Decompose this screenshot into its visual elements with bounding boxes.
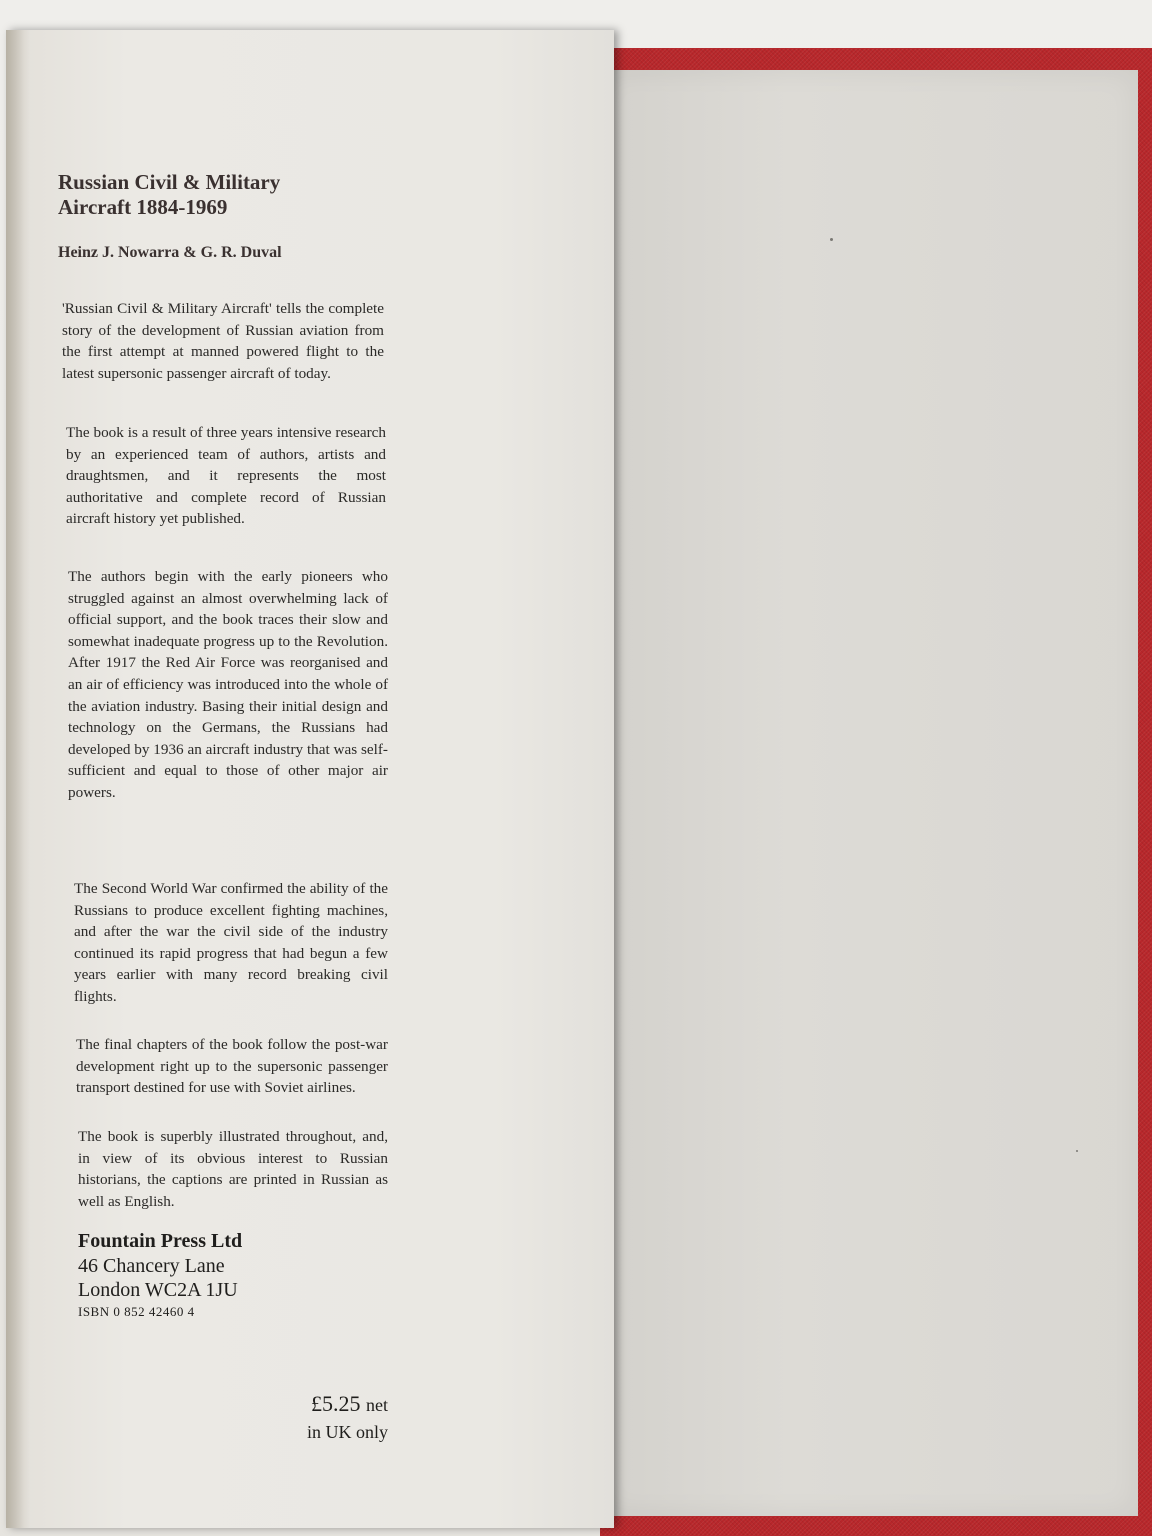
flap-fold-shadow (6, 30, 30, 1528)
book-title-line-2: Aircraft 1884-1969 (58, 195, 228, 219)
price-amount-line (270, 1390, 388, 1419)
blurb-paragraph: The book is a result of three years intensive research by an experienced team of authors, artists and draughtsmen, and it represents the most authoritative and complete record of Russian aircraft history yet published. (66, 424, 386, 528)
price-amount: £5.25 (311, 1391, 361, 1416)
publisher-address-line-2: London WC2A 1JU (78, 1279, 238, 1301)
blurb-paragraph: The Second World War confirmed the ability of the Russians to produce excellent fighting machines, and after the war the civil side of the industry continued its rapid progress that had begun a few years earlier with many record breaking civil flights. (74, 880, 388, 1005)
paper-fleck (830, 238, 833, 241)
publisher-name: Fountain Press Ltd (78, 1230, 243, 1252)
blurb-paragraph: The book is superbly illustrated throughout, and, in view of its obvious interest to Russian historians, the captions are printed in Russian as well as English. (78, 1128, 388, 1210)
price-note: in UK only (307, 1422, 388, 1442)
endpaper (600, 70, 1138, 1516)
paper-fleck (1076, 1150, 1078, 1152)
book-authors: Heinz J. Nowarra & G. R. Duval (58, 244, 282, 261)
book-title-line-1: Russian Civil & Military (58, 170, 281, 194)
blurb-paragraph: The final chapters of the book follow the post-war development right up to the supersonic passenger transport destined for use with Soviet airlines. (76, 1036, 388, 1097)
blurb-paragraph: The authors begin with the early pioneers who struggled against an almost overwhelming lack of official support, and the book traces their slow and somewhat inadequate progress up to the Revolution. After 1917 the Red Air Force was reorganised and an air of efficiency was introduced into the whole of the aviation industry. Basing their initial design and technology on the Germans, the Russians had developed by 1936 an aircraft industry that was self-sufficient and equal to those of other major air powers. (68, 568, 388, 801)
flap-heading (58, 170, 386, 262)
blurb-paragraph: 'Russian Civil & Military Aircraft' tells the complete story of the development of Russian aviation from the first attempt at manned powered flight to the latest supersonic passenger aircraft of today. (62, 300, 384, 382)
publisher-block (78, 1228, 398, 1322)
price-suffix: net (366, 1395, 388, 1415)
price-block (270, 1390, 388, 1445)
isbn: ISBN 0 852 42460 4 (78, 1304, 195, 1319)
publisher-address-line-1: 46 Chancery Lane (78, 1255, 225, 1277)
